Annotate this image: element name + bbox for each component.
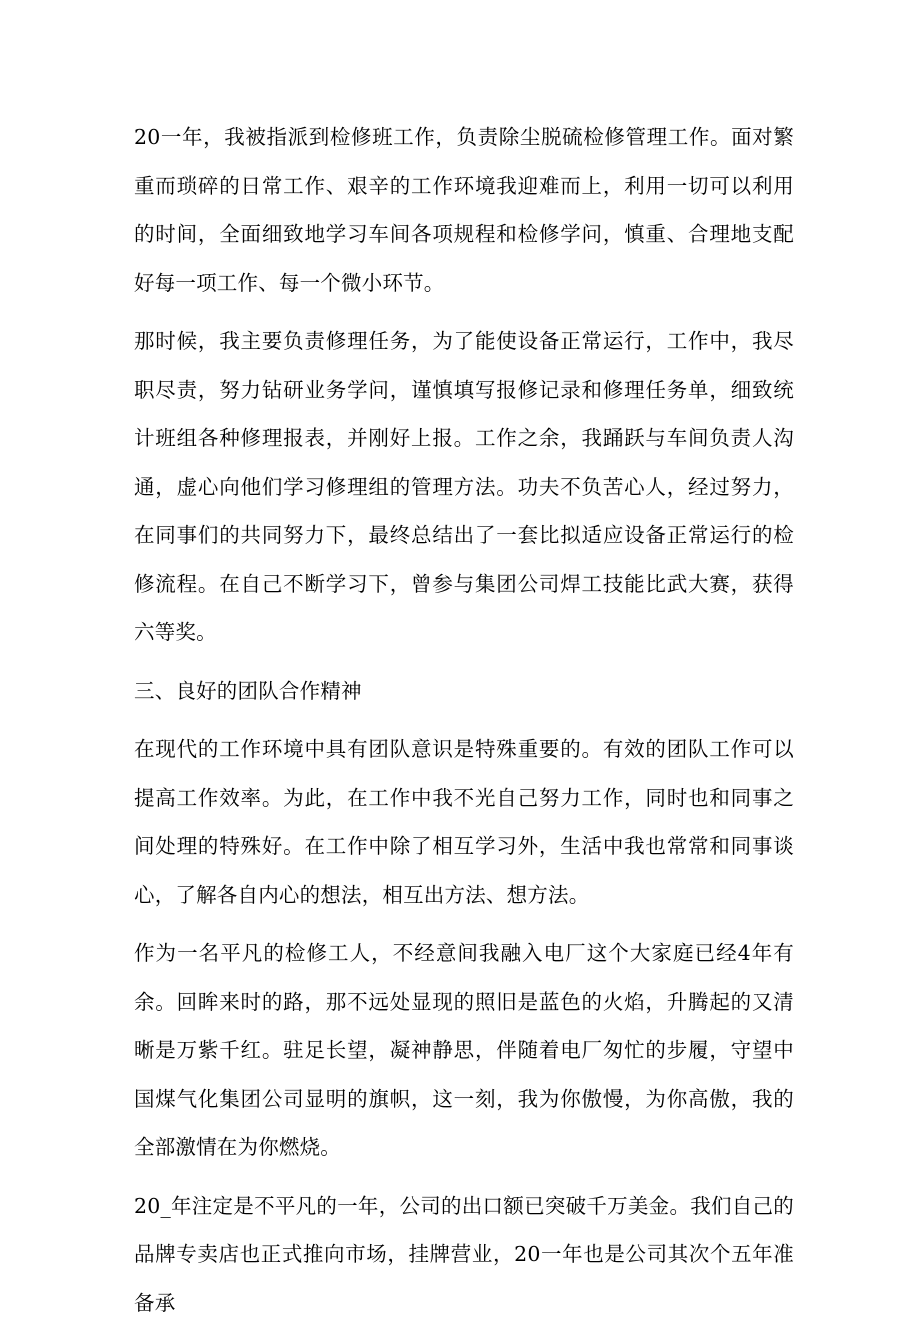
paragraph-repair-duties: 那时候，我主要负责修理任务，为了能使设备正常运行，工作中，我尽职尽责，努力钻研业务学问，谨慎填写报修记录和修理任务单，细致统计班组各种修理报表，并刚好上报。工作之余，我踊跃与车间负责人沟通，虚心向他们学习修理组的管理方法。功夫不负苦心人，经过努力，在同事们的共同努力下，最终总结出了一套比拟适应设备正常运行的检修流程。在自己不断学习下，曾参与集团公司焊工技能比武大赛，获得六等奖。: [134, 329, 794, 644]
paragraph-company-year: 20_年注定是不平凡的一年，公司的出口额已突破千万美金。我们自己的品牌专卖店也正式推向市场，挂牌营业，20一年也是公司其次个五年准备承: [134, 1193, 794, 1315]
document-body: [134, 113, 794, 1337]
paragraph-reflection: 作为一名平凡的检修工人，不经意间我融入电厂这个大家庭已经4年有余。回眸来时的路，那不远处显现的照旧是蓝色的火焰，升腾起的又清晰是万紫千红。驻足长望，凝神静思，伴随着电厂匆忙的步履，守望中国煤气化集团公司显明的旗帜，这一刻，我为你傲慢，为你高傲，我的全部激情在为你燃烧。: [134, 941, 794, 1159]
paragraph-team-awareness: 在现代的工作环境中具有团队意识是特殊重要的。有效的团队工作可以提高工作效率。为此，在工作中我不光自己努力工作，同时也和同事之间处理的特殊好。在工作中除了相互学习外，生活中我也常常和同事谈心，了解各自内心的想法，相互出方法、想方法。: [134, 737, 794, 907]
paragraph-assignment: 20一年，我被指派到检修班工作，负责除尘脱硫检修管理工作。面对繁重而琐碎的日常工作、艰辛的工作环境我迎难而上，利用一切可以利用的时间，全面细致地学习车间各项规程和检修学问，慎重、合理地支配好每一项工作、每一个微小环节。: [134, 125, 794, 295]
section-heading-teamwork: 三、良好的团队合作精神: [134, 678, 362, 703]
